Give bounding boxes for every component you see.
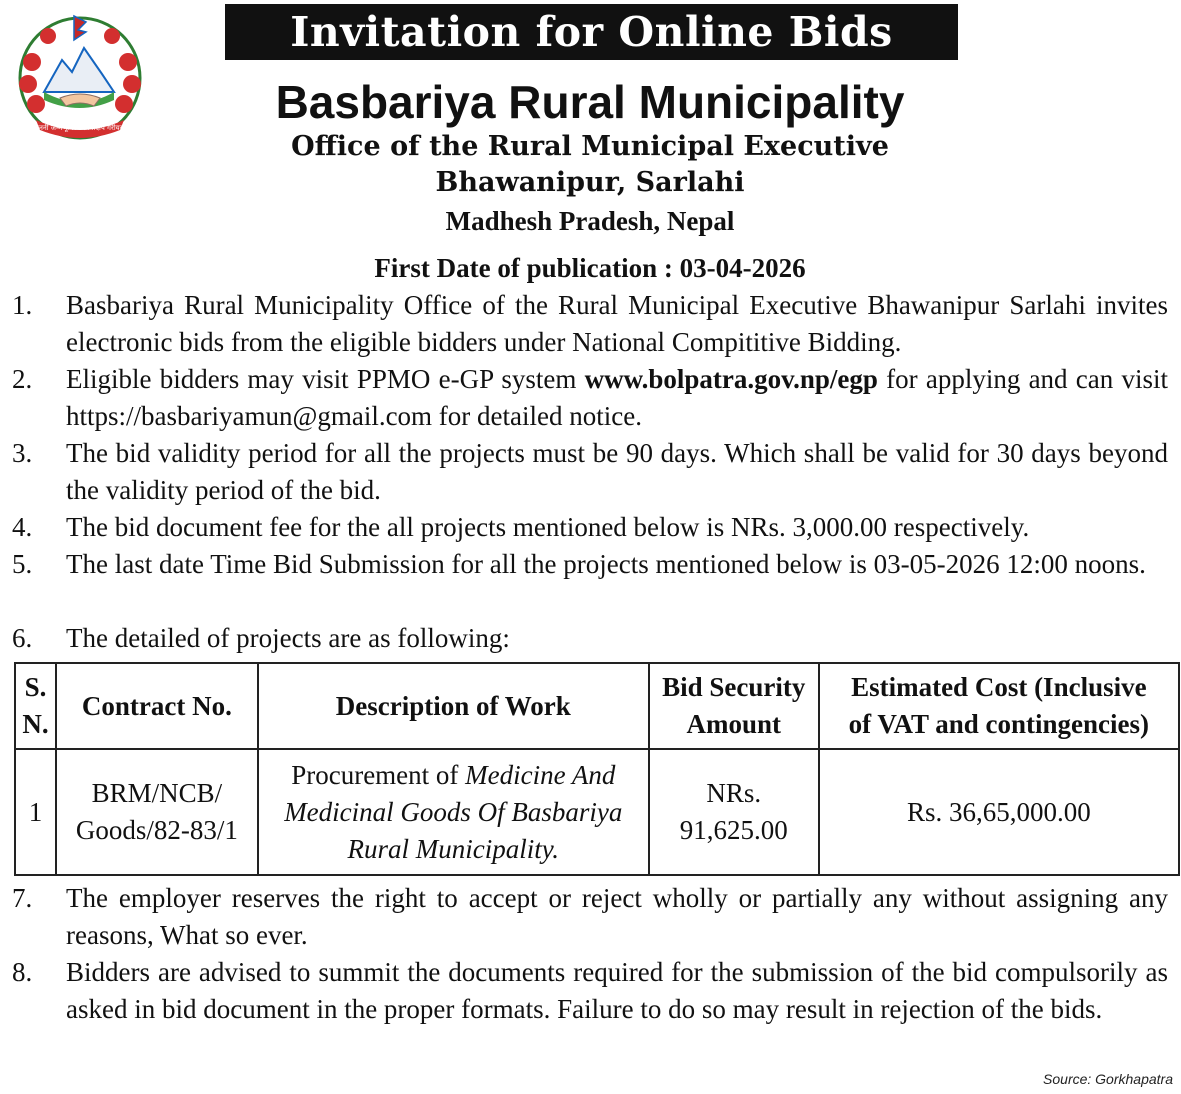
header-description: Description of Work (258, 663, 649, 749)
notice-banner-title: Invitation for Online Bids (225, 4, 958, 60)
item-number: 1. (12, 290, 33, 320)
item-text: The employer reserves the right to accept or reject wholly or partially any without assigning any reasons, What so ever. (66, 883, 1168, 950)
list-item (12, 546, 1168, 583)
item-number: 7. (12, 883, 33, 913)
projects-table (14, 662, 1180, 876)
item-text: The last date Time Bid Submission for all the projects mentioned below is 03-05-2026 12:00 noons. (66, 549, 1146, 579)
office-name: Office of the Rural Municipal Executive (291, 131, 889, 162)
municipality-name: Basbariya Rural Municipality (275, 76, 905, 128)
source-credit: Source: Gorkhapatra (1043, 1071, 1173, 1087)
header-sn: S. N. (15, 663, 56, 749)
item-number: 3. (12, 438, 33, 468)
province-country: Madhesh Pradesh, Nepal (445, 206, 735, 236)
emblem-motto: जननी जन्मभूमिश्च स्वर्गादपि गरीयसी (33, 124, 127, 132)
item-text: Basbariya Rural Municipality Office of the Rural Municipal Executive Bhawanipur Sarlahi invites electronic bids from the eligible bidders under National Compititive Bidding. (66, 290, 1168, 357)
item-number: 6. (12, 623, 33, 653)
list-item (12, 620, 1168, 657)
cell-estimated-cost: Rs. 36,65,000.00 (819, 749, 1179, 875)
item-text: The bid validity period for all the projects must be 90 days. Which shall be valid for 30 days beyond the validity period of the bid. (66, 438, 1168, 505)
publication-date: First Date of publication : 03-04-2026 (374, 253, 806, 283)
list-item (12, 361, 1168, 435)
item-number: 8. (12, 957, 33, 987)
egp-link[interactable]: www.bolpatra.gov.np/egp (584, 364, 878, 394)
cell-description: Procurement of Medicine And Medicinal Goods Of Basbariya Rural Municipality. (258, 749, 649, 875)
header-contract-no: Contract No. (56, 663, 258, 749)
item-number: 2. (12, 364, 33, 394)
item-number: 5. (12, 549, 33, 579)
cell-contract-no: BRM/NCB/ Goods/82-83/1 (56, 749, 258, 875)
nepal-emblem-icon (14, 12, 146, 142)
list-item (12, 954, 1168, 1028)
cell-sn: 1 (15, 749, 56, 875)
item-number: 4. (12, 512, 33, 542)
header-bid-security: Bid Security Amount (649, 663, 819, 749)
item-text: The detailed of projects are as following: (66, 623, 510, 653)
list-item (12, 880, 1168, 954)
item-text: Eligible bidders may visit PPMO e-GP system www.bolpatra.gov.np/egp for applying and can visit https://basbariyamun@gmail.com for detailed notice. (66, 364, 1169, 431)
header-estimated-cost: Estimated Cost (Inclusive of VAT and contingencies) (819, 663, 1179, 749)
item-text: Bidders are advised to summit the documents required for the submission of the bid compulsorily as asked in bid document in the proper formats. Failure to do so may result in rejection of the bids. (66, 957, 1168, 1024)
list-item (12, 287, 1168, 361)
table-header-row (15, 663, 1179, 749)
list-item (12, 509, 1168, 546)
item-text: The bid document fee for the all projects mentioned below is NRs. 3,000.00 respectively. (66, 512, 1030, 542)
table-row (15, 749, 1179, 875)
list-item (12, 435, 1168, 509)
cell-bid-security: NRs. 91,625.00 (649, 749, 819, 875)
office-location: Bhawanipur, Sarlahi (435, 167, 745, 198)
